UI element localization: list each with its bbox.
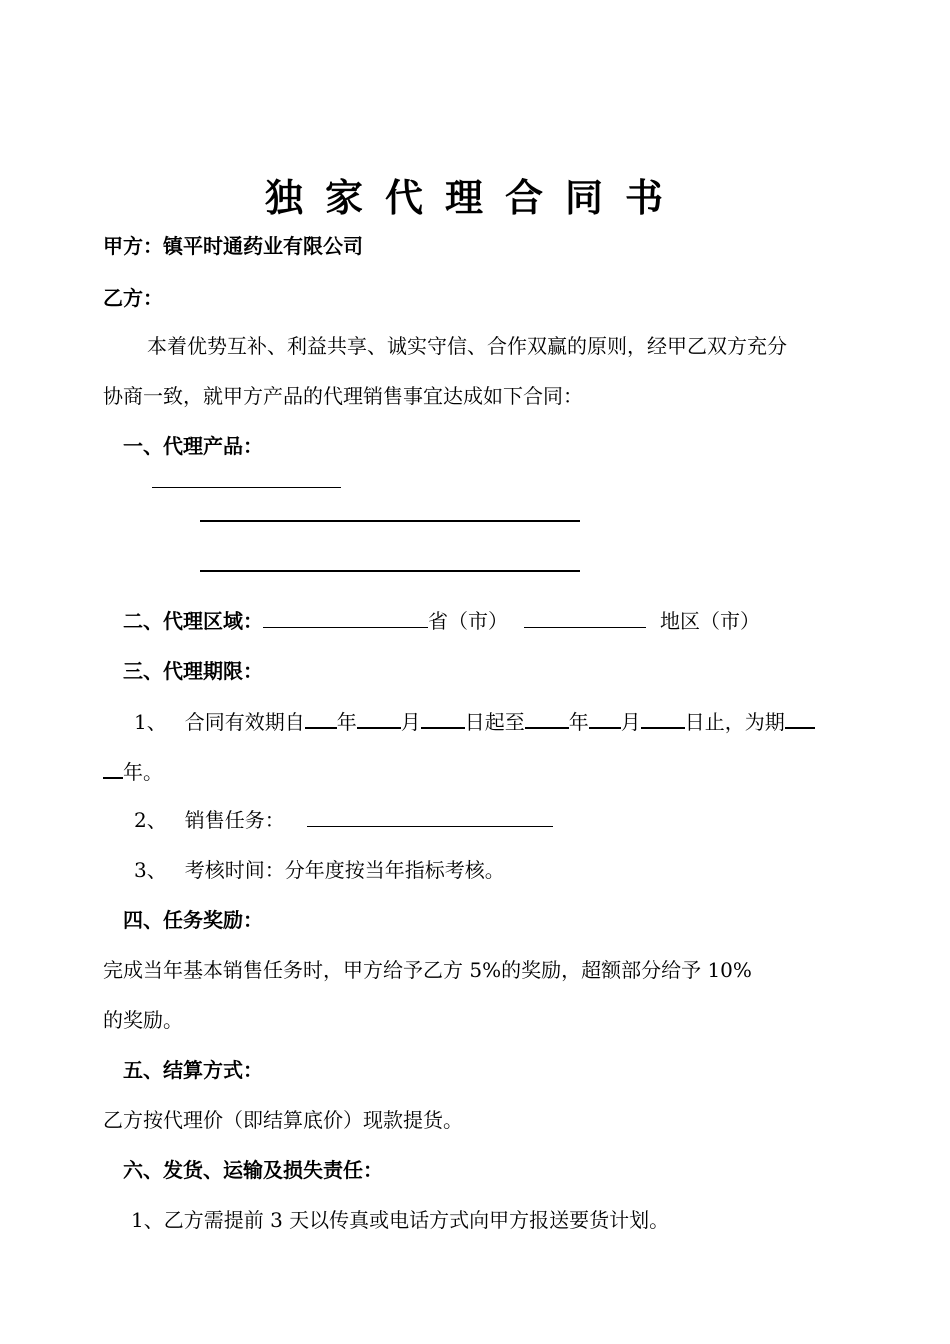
reward-line-2: 的奖励。 [103,1008,183,1032]
section-2-line [123,607,760,635]
document-title: 独家代理合同书 [264,176,685,220]
duration-label: 年。 [123,760,163,784]
end-day-blank [641,707,685,729]
sales-task-label: 销售任务： [184,808,285,832]
settlement-text: 乙方按代理价（即结算底价）现款提货。 [103,1108,463,1132]
province-blank [263,607,428,628]
sales-task-line [134,806,553,834]
section-5-heading: 五、结算方式： [123,1058,263,1082]
intro-line-2: 协商一致，就甲方产品的代理销售事宜达成如下合同： [103,384,583,408]
region-label: 地区（市） [660,609,760,633]
end-year-blank [525,707,569,729]
region-blank [524,607,646,628]
sales-task-blank [307,806,553,827]
start-day-blank [421,707,465,729]
product-blank-2 [200,520,580,522]
intro-line-1: 本着优势互补、利益共享、诚实守信、合作双赢的原则，经甲乙双方充分 [147,334,787,358]
term-line-end [103,757,163,786]
section-4-heading: 四、任务奖励： [123,908,263,932]
start-year-label: 年 [336,710,357,734]
section-3-heading: 三、代理期限： [123,659,263,683]
section-6-heading: 六、发货、运输及损失责任： [123,1158,383,1182]
assessment-line [134,856,505,884]
assessment-text: 考核时间：分年度按当年指标考核。 [184,858,505,882]
product-blank-3 [200,570,580,572]
section-2-heading: 二、代理区域： [123,609,263,633]
party-a-line: 甲方：镇平时通药业有限公司 [103,234,363,258]
product-blank-1 [152,487,341,488]
term-label: 合同有效期自 [184,710,305,734]
province-label: 省（市） [428,609,508,633]
end-day-label: 日止，为期 [684,710,785,734]
term-item-number: 1、 [134,710,167,734]
end-month-blank [589,707,621,729]
end-month-label: 月 [620,710,641,734]
term-line [134,707,815,736]
end-year-label: 年 [568,710,589,734]
duration-blank-b [103,757,123,779]
duration-blank-a [785,707,815,729]
delivery-item-1: 1、乙方需提前 3 天以传真或电话方式向甲方报送要货计划。 [131,1208,670,1232]
reward-line-1: 完成当年基本销售任务时，甲方给予乙方 5%的奖励，超额部分给予 10% [103,958,752,982]
start-year-blank [305,707,337,729]
start-month-label: 月 [400,710,421,734]
assessment-number: 3、 [134,858,167,882]
section-1-heading: 一、代理产品： [123,434,263,458]
start-day-label: 日起至 [464,710,525,734]
sales-task-number: 2、 [134,808,167,832]
party-b-line: 乙方： [103,286,163,310]
start-month-blank [357,707,401,729]
